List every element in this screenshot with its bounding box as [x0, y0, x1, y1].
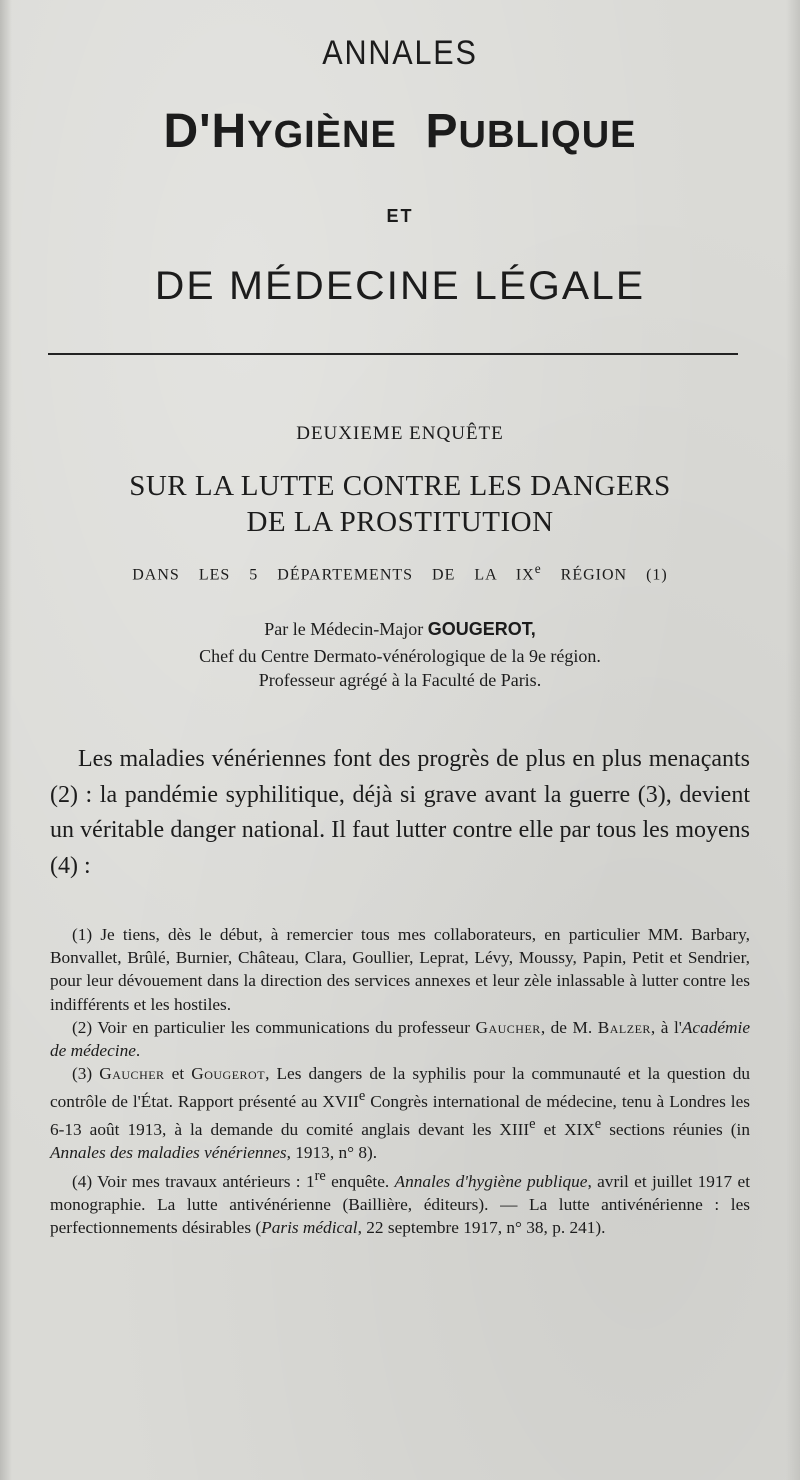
fn-text: , 22 septembre 1917, n° 38, p. 241). [357, 1217, 606, 1237]
fn-text: et [164, 1064, 192, 1084]
title-initial: D'H [163, 105, 248, 158]
fn-sup: e [594, 1116, 602, 1133]
fn-author: Balzer [597, 1017, 651, 1037]
subtitle-text: DANS LES 5 DÉPARTEMENTS DE LA IX [132, 566, 535, 584]
footnote-3 [50, 1062, 750, 1164]
footnote-4 [50, 1165, 750, 1239]
fn-sup: e [529, 1116, 536, 1133]
fn-italic: Annales des maladies vénériennes [50, 1143, 287, 1163]
fn-text: (4) Voir mes travaux antérieurs : 1 [72, 1171, 315, 1191]
title-word: YGIÈNE [247, 114, 397, 156]
fn-italic: Annales d'hygiène publique [394, 1171, 588, 1191]
body-paragraph: Les maladies vénériennes font des progrès de plus en plus menaçants (2) : la pandémie syphilitique, déjà si grave avant la guerre (3), devient un véritable danger national. Il faut lutter contre elle par tous les moyens (4) : [50, 746, 750, 879]
fn-sup: re [314, 1167, 326, 1184]
fn-text: , avril et juillet 1917 et monographie. La lutte antivénérienne (Baillière, éditeurs). — La lutte antivénérienne : les perfectionnements désirables ( [50, 1171, 751, 1237]
footnotes [50, 923, 750, 1239]
header-rule [48, 353, 738, 355]
fn-sup: e [358, 1088, 366, 1105]
fn-text: (3) [72, 1064, 100, 1084]
fn-text: sections réunies (in [601, 1120, 750, 1140]
subtitle-text-end: RÉGION (1) [541, 566, 668, 584]
title-word: UBLIQUE [458, 114, 637, 156]
article-subtitle [0, 561, 800, 584]
fn-text: et XIX [535, 1120, 595, 1140]
journal-title-annales: ANNALES [322, 34, 478, 72]
author-line [0, 619, 800, 640]
footnote-2 [50, 1016, 750, 1062]
fn-italic: Paris médical [261, 1217, 358, 1237]
fn-author: Gougerot [191, 1064, 266, 1084]
fn-text: Congrès international de médecine, tenu à Londres les 6-13 août 1913, à la demande du comité anglais devant les XIII [50, 1092, 750, 1140]
fn-text: enquête. [325, 1171, 395, 1191]
fn-text: , à l' [650, 1017, 682, 1037]
author-affiliation: Chef du Centre Dermato-vénérologique de la 9e région. [199, 646, 601, 666]
fn-italic: Académie de médecine [50, 1017, 751, 1061]
journal-title-hygiene [0, 104, 800, 159]
article-title-line2: DE LA PROSTITUTION [246, 506, 554, 538]
fn-author: Gaucher [475, 1017, 541, 1037]
subtitle-superscript: e [534, 561, 542, 576]
fn-author: Gaucher [99, 1064, 165, 1084]
article-title-line1: SUR LA LUTTE CONTRE LES DANGERS [129, 470, 671, 502]
fn-text: , de M. [540, 1017, 598, 1037]
journal-title-medecine: DE MÉDECINE LÉGALE [154, 264, 646, 308]
fn-text: . [135, 1041, 141, 1061]
footnote-1: (1) Je tiens, dès le début, à remercier tous mes collaborateurs, en particulier MM. Barbary, Bonvallet, Brûlé, Burnier, Château, Clara, Goullier, Leprat, Lévy, Moussy, Papin, Petit et Sendrier, pour leur dévouement dans la direction des services annexes et leur zèle inlassable à lutter contre les indifférents et les hostiles. [50, 925, 750, 1014]
fn-text: (2) Voir en particulier les communications du professeur [72, 1017, 476, 1037]
author-prefix: Par le Médecin-Major [264, 619, 428, 639]
author-title: Professeur agrégé à la Faculté de Paris. [258, 670, 542, 690]
article-kicker: DEUXIEME ENQUÊTE [296, 423, 504, 444]
journal-title-et: ET [386, 206, 414, 226]
title-initial: P [425, 105, 459, 158]
fn-text: , Les dangers de la syphilis pour la communauté et la question du contrôle de l'État. Rapport présenté au XVII [50, 1064, 750, 1112]
author-name: GOUGEROT, [427, 619, 536, 639]
fn-text: , 1913, n° 8). [286, 1143, 378, 1163]
